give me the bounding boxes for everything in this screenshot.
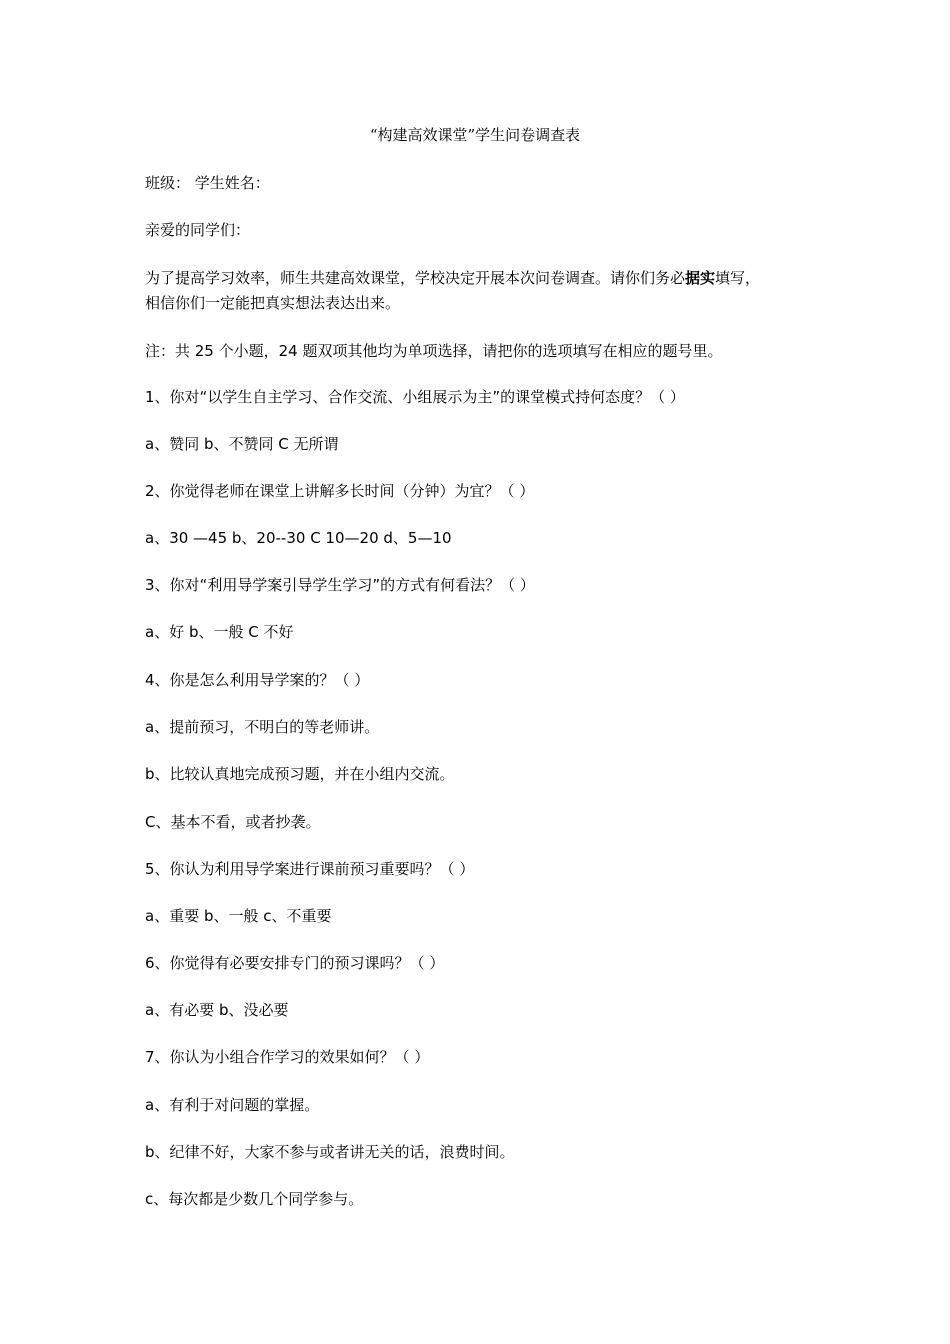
question-3-options: a、好 b、一般 C 不好	[145, 623, 294, 641]
question-4-option-a: a、提前预习，不明白的等老师讲。	[145, 718, 380, 736]
question-1-options: a、赞同 b、不赞同 C 无所谓	[145, 435, 339, 453]
student-name-label: 学生姓名：	[194, 174, 270, 192]
question-4-option-b: b、比较认真地完成预习题，并在小组内交流。	[145, 765, 455, 783]
greeting: 亲爱的同学们：	[145, 221, 251, 239]
intro-line-1	[145, 266, 810, 291]
intro-line-2: 相信你们一定能把真实想法表达出来。	[145, 294, 401, 312]
question-6: 6、你觉得有必要安排专门的预习课吗？（ ）	[145, 954, 445, 972]
question-6-options: a、有必要 b、没必要	[145, 1001, 289, 1019]
intro-text-2: 填写，	[715, 269, 761, 287]
question-4: 4、你是怎么利用导学案的？（ ）	[145, 671, 370, 689]
question-7-option-a: a、有利于对问题的掌握。	[145, 1096, 320, 1114]
intro-paragraph	[145, 266, 810, 316]
question-7-option-b: b、纪律不好，大家不参与或者讲无关的话，浪费时间。	[145, 1143, 515, 1161]
question-5-options: a、重要 b、一般 c、不重要	[145, 907, 332, 925]
question-1: 1、你对“以学生自主学习、合作交流、小组展示为主”的课堂模式持何态度？（ ）	[145, 388, 685, 406]
question-2: 2、你觉得老师在课堂上讲解多长时间（分钟）为宜？（ ）	[145, 482, 535, 500]
question-5: 5、你认为利用导学案进行课前预习重要吗？（ ）	[145, 860, 475, 878]
question-7: 7、你认为小组合作学习的效果如何？（ ）	[145, 1048, 430, 1066]
class-name-line	[145, 172, 825, 194]
question-2-options: a、30 —45 b、20--30 C 10—20 d、5—10	[145, 529, 452, 547]
question-7-option-c: c、每次都是少数几个同学参与。	[145, 1190, 364, 1208]
document-title: “构建高效课堂”学生问卷调查表	[369, 126, 581, 144]
note: 注：共 25 个小题，24 题双项其他均为单项选择，请把你的选项填写在相应的题号里。	[145, 342, 723, 360]
class-label: 班级：	[145, 174, 191, 192]
intro-text-1: 为了提高学习效率，师生共建高效课堂，学校决定开展本次问卷调查。请你们务必	[145, 269, 686, 287]
question-4-option-c: C、基本不看，或者抄袭。	[145, 813, 321, 831]
question-3: 3、你对“利用导学案引导学生学习”的方式有何看法？（ ）	[145, 576, 535, 594]
intro-emphasis: 据实	[685, 269, 716, 287]
